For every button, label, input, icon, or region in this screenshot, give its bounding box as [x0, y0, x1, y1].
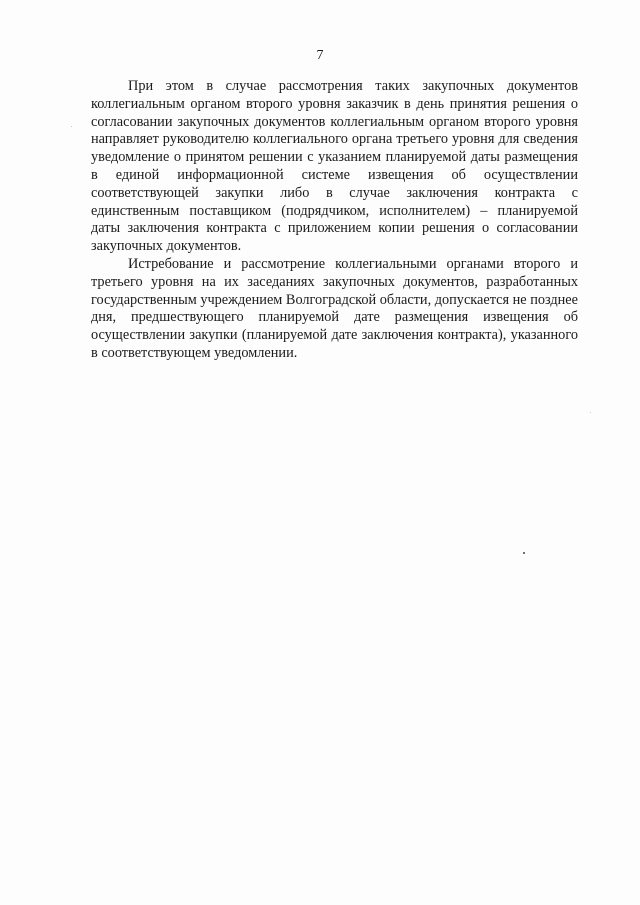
paragraph-2: Истребование и рассмотрение коллегиальными органами второго и третьего уровня на их заседаниях закупочных документов, разработанных государственным учреждением Волгоградской области, допускается не позднее дня, предшествующего планируемой дате размещения извещения об осуществлении закупки (планируемой дате заключения контракта), указанного в соответствующем уведомлении.	[91, 255, 579, 361]
page-number: 7	[316, 48, 324, 63]
document-body	[91, 78, 578, 363]
scan-speck	[590, 412, 591, 413]
paragraph-1: При этом в случае рассмотрения таких закупочных документов коллегиальным органом второго уровня заказчик в день принятия решения о согласовании закупочных документов коллегиальным органом второго уровня направляет руководителю коллегиального органа третьего уровня для сведения уведомление о принятом решении с указанием планируемой даты размещения в единой информационной системе извещения об осуществлении соответствующей закупки либо в случае заключения контракта с единственным поставщиком (подрядчиком, исполнителем) – планируемой даты заключения контракта с приложением копии решения о согласовании закупочных документов.	[91, 78, 578, 255]
scan-speck	[523, 552, 525, 554]
scan-speck	[71, 126, 72, 127]
